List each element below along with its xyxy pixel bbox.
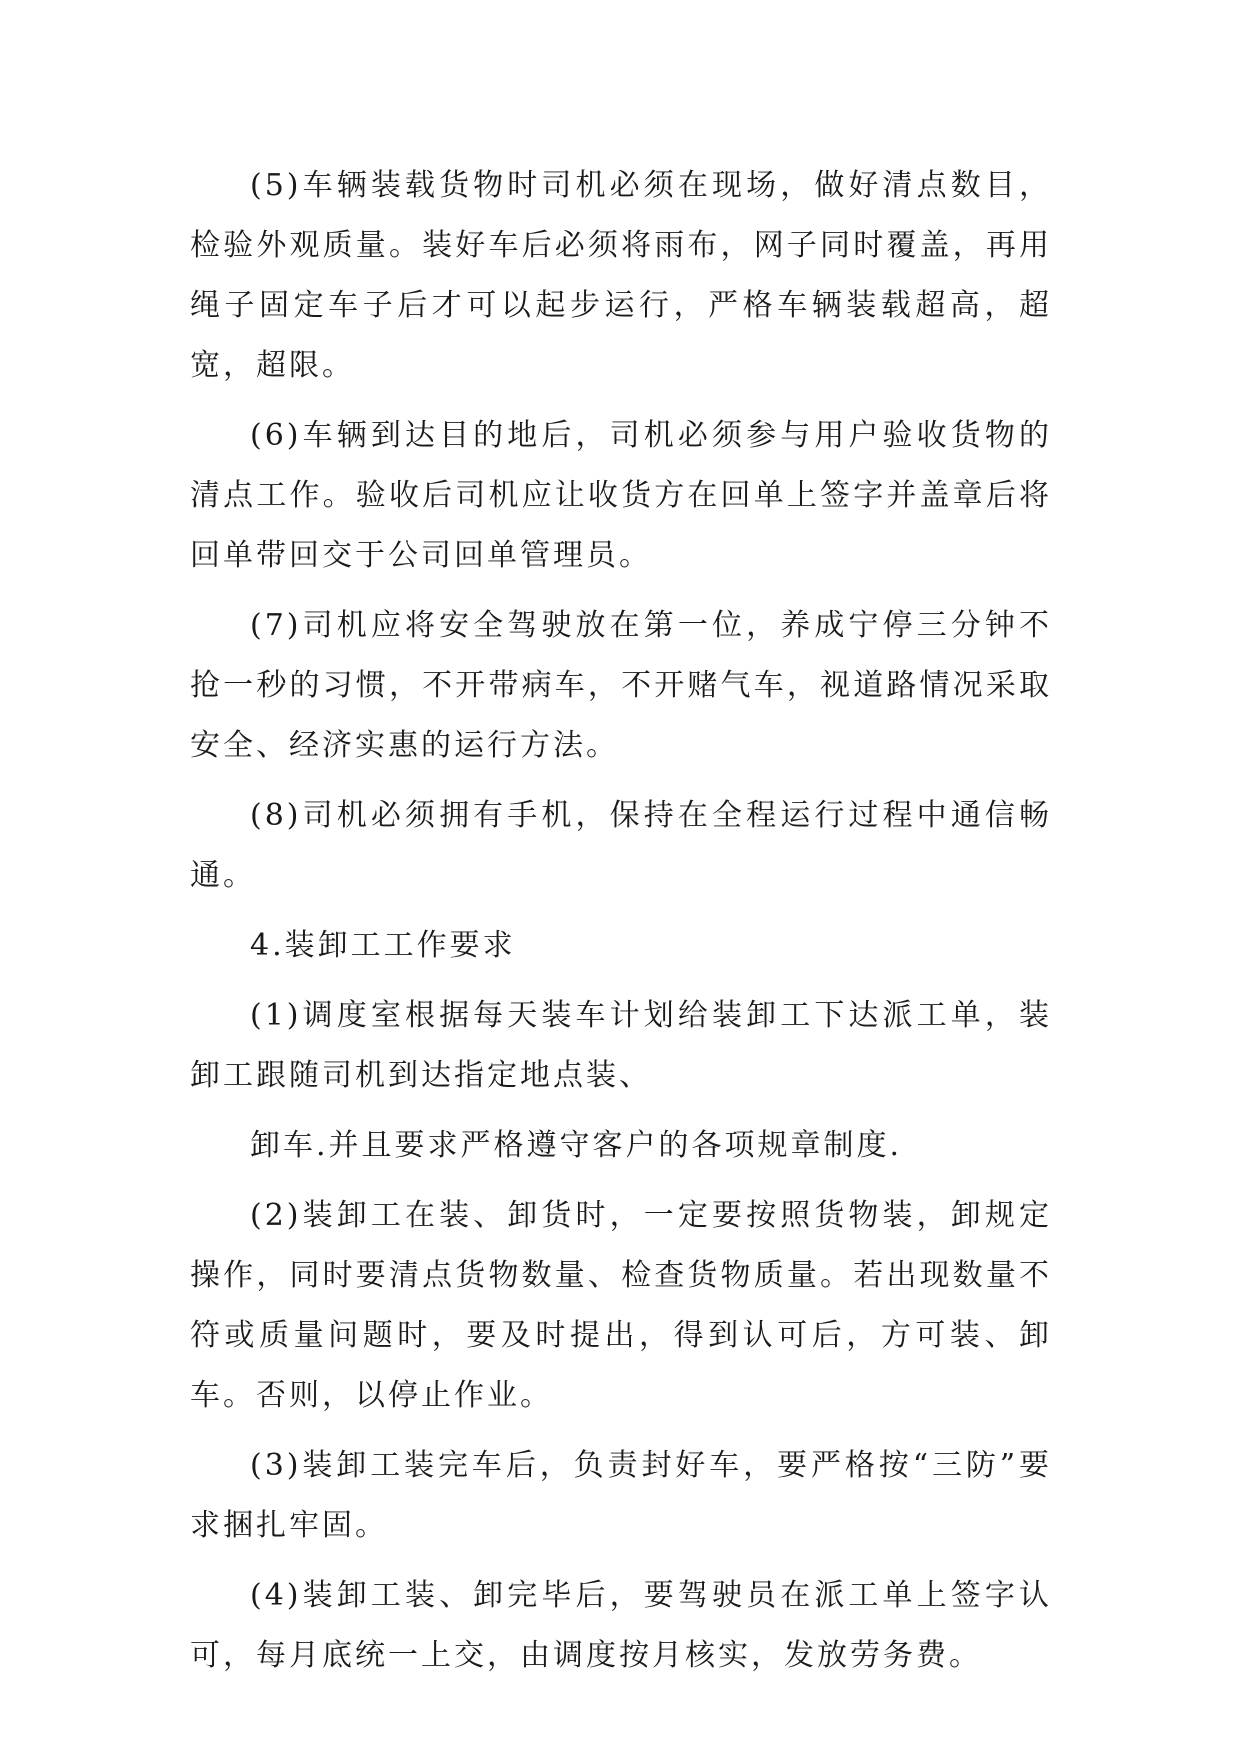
paragraph-item-8: (8)司机必须拥有手机，保持在全程运行过程中通信畅通。: [190, 798, 1052, 893]
paragraph-item-7: (7)司机应将安全驾驶放在第一位，养成宁停三分钟不抢一秒的习惯，不开带病车，不开赌气车，视道路情况采取安全、经济实惠的运行方法。: [190, 608, 1052, 763]
paragraph-item-4: (4)装卸工装、卸完毕后，要驾驶员在派工单上签字认可，每月底统一上交，由调度按月核实，发放劳务费。: [190, 1578, 1052, 1673]
section-heading-loader-requirements: 4.装卸工工作要求: [250, 928, 516, 963]
paragraph-item-6: (6)车辆到达目的地后，司机必须参与用户验收货物的清点工作。验收后司机应让收货方在回单上签字并盖章后将回单带回交于公司回单管理员。: [190, 418, 1052, 573]
paragraph-item-1: (1)调度室根据每天装车计划给装卸工下达派工单，装卸工跟随司机到达指定地点装、: [190, 998, 1052, 1093]
paragraph-item-2: (2)装卸工在装、卸货时，一定要按照货物装，卸规定操作，同时要清点货物数量、检查货物质量。若出现数量不符或质量问题时，要及时提出，得到认可后，方可装、卸车。否则，以停止作业。: [190, 1198, 1052, 1413]
paragraph-item-3: (3)装卸工装完车后，负责封好车，要严格按“三防”要求捆扎牢固。: [190, 1448, 1052, 1543]
paragraph-item-5: (5)车辆装载货物时司机必须在现场，做好清点数目，检验外观质量。装好车后必须将雨布，网子同时覆盖，再用绳子固定车子后才可以起步运行，严格车辆装载超高，超宽，超限。: [190, 168, 1052, 383]
document-body: [190, 156, 1052, 1696]
paragraph-item-1-continued: 卸车.并且要求严格遵守客户的各项规章制度.: [250, 1128, 903, 1163]
